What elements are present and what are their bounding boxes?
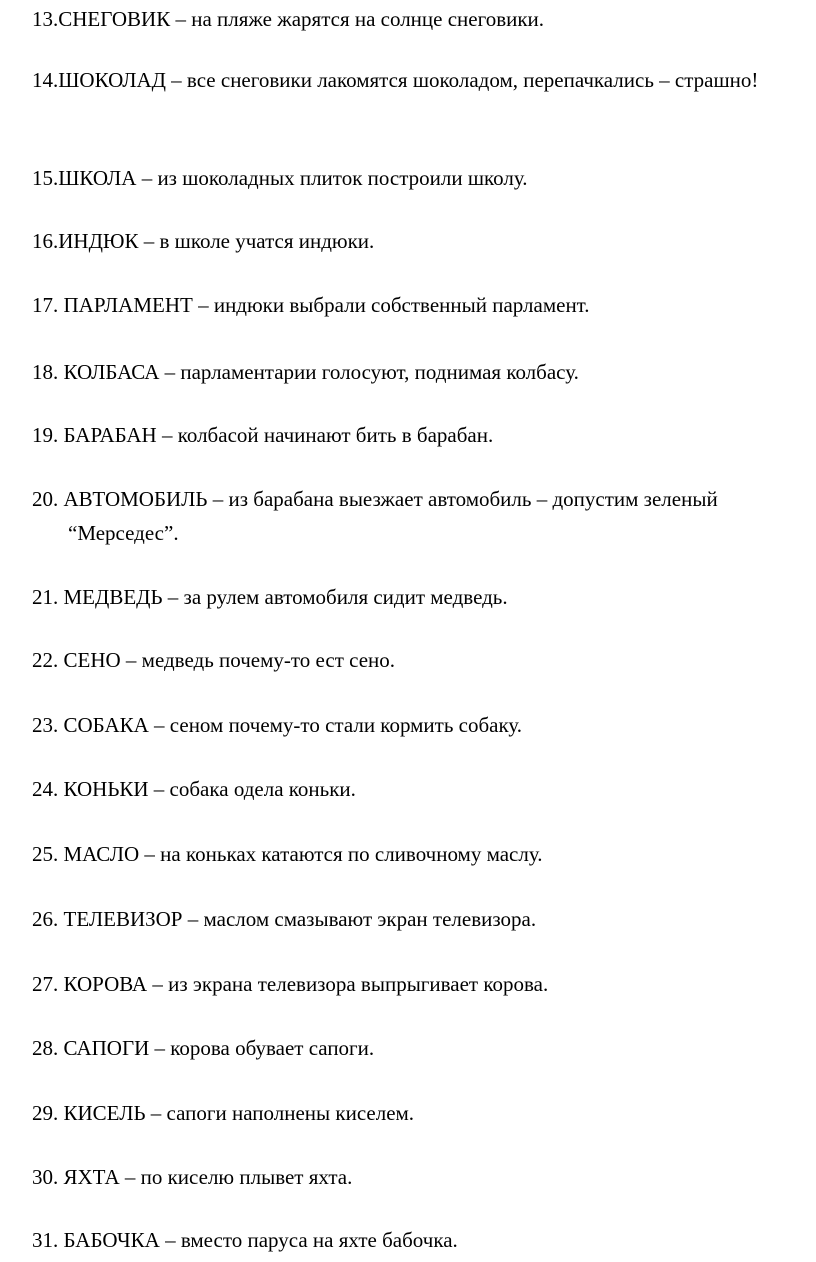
list-item-22 — [32, 643, 812, 677]
item-number: 17. — [32, 293, 64, 317]
list-item-14 — [0, 63, 812, 97]
item-text: АВТОМОБИЛЬ – из барабана выезжает автомобиль – допустим зеленый “Мерседес”. — [63, 487, 718, 545]
item-number: 27. — [32, 972, 64, 996]
item-number: 16. — [32, 229, 59, 253]
item-number: 25. — [32, 842, 64, 866]
item-number: 24. — [32, 777, 64, 801]
item-text: ПАРЛАМЕНТ – индюки выбрали собственный парламент. — [63, 293, 590, 317]
item-number: 21. — [32, 585, 64, 609]
item-text: БАРАБАН – колбасой начинают бить в барабан. — [63, 423, 494, 447]
item-text: БАБОЧКА – вместо паруса на яхте бабочка. — [63, 1228, 458, 1252]
list-item-19 — [32, 418, 812, 452]
list-item-18 — [32, 355, 812, 389]
item-text: СЕНО – медведь почему-то ест сено. — [63, 648, 396, 672]
item-number: 26. — [32, 907, 64, 931]
item-text: СОБАКА – сеном почему-то стали кормить собаку. — [63, 713, 523, 737]
list-item-20 — [32, 482, 788, 550]
item-text: КОНЬКИ – собака одела коньки. — [63, 777, 356, 801]
item-number: 22. — [32, 648, 64, 672]
list-item-26 — [32, 902, 812, 936]
list-item-24 — [32, 772, 812, 806]
item-text: СНЕГОВИК – на пляже жарятся на солнце снеговики. — [58, 7, 545, 31]
item-number: 28. — [32, 1036, 64, 1060]
item-number: 30. — [32, 1165, 64, 1189]
list-item-25 — [32, 837, 812, 871]
list-item-30 — [32, 1160, 812, 1194]
list-item-29 — [32, 1096, 812, 1130]
item-number: 31. — [32, 1228, 64, 1252]
item-text: КОРОВА – из экрана телевизора выпрыгивает корова. — [63, 972, 549, 996]
list-item-31 — [32, 1223, 812, 1257]
item-text: МЕДВЕДЬ – за рулем автомобиля сидит медведь. — [63, 585, 508, 609]
item-number: 13. — [32, 7, 59, 31]
list-item-28 — [32, 1031, 812, 1065]
item-number: 29. — [32, 1101, 64, 1125]
list-item-17 — [32, 288, 812, 322]
list-item-23 — [32, 708, 812, 742]
item-text: ШКОЛА – из шоколадных плиток построили школу. — [58, 166, 528, 190]
item-text: КИСЕЛЬ – сапоги наполнены киселем. — [63, 1101, 415, 1125]
item-text: КОЛБАСА – парламентарии голосуют, поднимая колбасу. — [63, 360, 579, 384]
item-number: 15. — [32, 166, 59, 190]
item-text: МАСЛО – на коньках катаются по сливочному маслу. — [63, 842, 543, 866]
list-item-15 — [32, 161, 812, 195]
item-text: ЯХТА – по киселю плывет яхта. — [63, 1165, 353, 1189]
item-number: 14. — [32, 68, 59, 92]
item-number: 23. — [32, 713, 64, 737]
list-item-16 — [32, 224, 812, 258]
item-text: САПОГИ – корова обувает сапоги. — [63, 1036, 375, 1060]
item-number: 18. — [32, 360, 64, 384]
item-text: ТЕЛЕВИЗОР – маслом смазывают экран телевизора. — [63, 907, 537, 931]
item-text: ИНДЮК – в школе учатся индюки. — [58, 229, 375, 253]
list-item-13 — [32, 2, 812, 36]
list-item-21 — [32, 580, 812, 614]
list-item-27 — [32, 967, 812, 1001]
item-number: 19. — [32, 423, 64, 447]
item-number: 20. — [32, 487, 64, 511]
item-text: ШОКОЛАД – все снеговики лакомятся шоколадом, перепачкались – страшно! — [58, 68, 759, 92]
